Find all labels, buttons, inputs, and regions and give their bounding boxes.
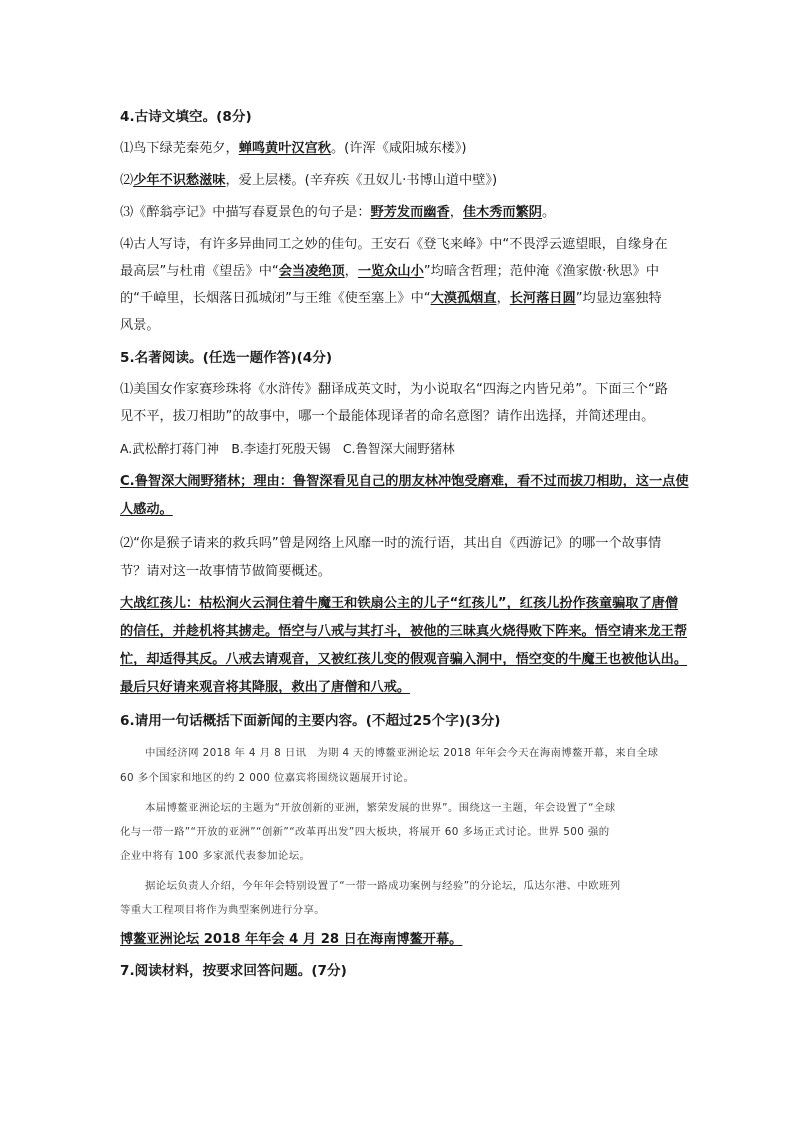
q4-4-answer-4: 长河落日圆 xyxy=(509,291,576,306)
q6-title: 6.请用一句话概括下面新闻的主要内容。(不超过25个字)(3分) xyxy=(120,713,501,729)
q5-2-answer-line-4: 最后只好请来观音将其降服，救出了唐僧和八戒。 xyxy=(120,680,411,695)
q4-4-l2-comma: ， xyxy=(344,264,358,279)
q5-1-answer-line-2: 人感动。 xyxy=(120,502,173,517)
q6-news-p2-line-1: 本届博鳌亚洲论坛的主题为“开放创新的亚洲，繁荣发展的世界”。围绕这一主题，年会设置了“全球 xyxy=(145,802,616,814)
q4-4-l3-comma: ， xyxy=(496,291,510,306)
q4-4-line-4: 风景。 xyxy=(120,318,160,333)
q6-news-p2-line-2: 化与一带一路”“开放的亚洲”“创新”“改革再出发”四大板块，将展开 60 多场正式讨论。世界 500 强的 xyxy=(120,826,610,838)
q5-1-line-1: ⑴美国女作家赛珍珠将《水浒传》翻译成英文时，为小说取名“四海之内皆兄弟”。下面三个“路 xyxy=(120,382,668,397)
q4-3-comma: ， xyxy=(449,205,463,220)
q4-item-1 xyxy=(120,140,467,158)
q4-2-answer: 少年不识愁滋味 xyxy=(133,173,226,188)
q5-2-line-2: 节？请对这一故事情节做简要概述。 xyxy=(120,564,331,579)
q5-1-options: A.武松醉打蒋门神 B.李逵打死殷天锡 C.鲁智深大闹野猪林 xyxy=(120,441,455,456)
q4-item-2 xyxy=(120,172,497,190)
q4-4-l2-text: 最高层”与杜甫《望岳》中“ xyxy=(120,264,279,279)
q5-2-answer-line-2: 的信任，并趁机将其掳走。悟空与八戒与其打斗，被他的三昧真火烧得败下阵来。悟空请来龙王帮 xyxy=(120,624,688,639)
q6-answer: 博鳌亚洲论坛 2018 年年会 4 月 28 日在海南博鳌开幕。 xyxy=(120,932,463,947)
q4-4-l3-tail: ”均显边塞独特 xyxy=(575,291,662,306)
q4-2-num: ⑵ xyxy=(120,173,134,188)
q6-news-p1-line-1: 中国经济网 2018 年 4 月 8 日讯 为期 4 天的博鳌亚洲论坛 2018 年年会今天在海南博鳌开幕，来自全球 xyxy=(145,747,659,759)
q4-1-text: ⑴鸟下绿芜秦苑夕， xyxy=(120,141,239,156)
q5-2-answer-line-3: 忙，却适得其反。八戒去请观音，又被红孩儿变的假观音骗入洞中，悟空变的牛魔王也被他认出。 xyxy=(120,652,688,667)
q4-4-answer-3: 大漠孤烟直 xyxy=(430,291,497,306)
q6-news-p3-line-2: 等重大工程项目将作为典型案例进行分享。 xyxy=(120,904,326,916)
q4-4-l2-tail: ”均暗含哲理；范仲淹《渔家傲·秋思》中 xyxy=(423,264,660,279)
q6-news-p2-line-3: 企业中将有 100 多家派代表参加论坛。 xyxy=(120,850,311,862)
q4-item-3 xyxy=(120,204,555,222)
q4-4-line-2 xyxy=(120,263,659,281)
q4-title: 4.古诗文填空。(8分) xyxy=(120,109,252,125)
q4-4-answer-2: 一览众山小 xyxy=(357,264,424,279)
q5-2-answer-line-1: 大战红孩儿：枯松涧火云洞住着牛魔王和铁扇公主的儿子“红孩儿”，红孩儿扮作孩童骗取了唐僧 xyxy=(120,596,679,611)
q4-4-answer-1: 会当凌绝顶 xyxy=(278,264,345,279)
q4-3-period: 。 xyxy=(542,205,556,220)
q4-4-line-3 xyxy=(120,290,662,308)
q4-3-answer-1: 野芳发而幽香 xyxy=(370,205,450,220)
q6-news-p3-line-1: 据论坛负责人介绍，今年年会特别设置了“一带一路成功案例与经验”的分论坛，瓜达尔港、中欧班列 xyxy=(145,880,621,892)
q5-1-line-2: 见不平，拔刀相助”的故事中，哪一个最能体现译者的命名意图？请作出选择，并简述理由。 xyxy=(120,409,655,424)
q5-1-answer-line-1: C.鲁智深大闹野猪林；理由：鲁智深看见自己的朋友林冲饱受磨难，看不过而拔刀相助，这一点使 xyxy=(120,474,689,489)
q4-2-text: ，爱上层楼。(辛弃疾《丑奴儿·书博山道中壁》) xyxy=(225,173,498,188)
q5-2-line-1: ⑵“你是猴子请来的救兵吗”曾是网络上风靡一时的流行语，其出自《西游记》的哪一个故事情 xyxy=(120,536,662,551)
q5-title: 5.名著阅读。(任选一题作答)(4分) xyxy=(120,350,333,366)
q4-1-source: 。(许浑《咸阳城东楼》) xyxy=(331,141,467,156)
q4-3-answer-2: 佳木秀而繁阴 xyxy=(462,205,542,220)
q6-news-p1-line-2: 60 多个国家和地区的约 2 000 位嘉宾将围绕议题展开讨论。 xyxy=(120,772,415,784)
q4-4-line-1: ⑷古人写诗，有许多异曲同工之妙的佳句。王安石《登飞来峰》中“不畏浮云遮望眼，自缘身在 xyxy=(120,237,668,252)
q4-4-l3-text: 的“千嶂里，长烟落日孤城闭”与王维《使至塞上》中“ xyxy=(120,291,431,306)
q4-3-text: ⑶《醉翁亭记》中描写春夏景色的句子是： xyxy=(120,205,371,220)
q4-1-answer: 蝉鸣黄叶汉宫秋 xyxy=(238,141,331,156)
q7-title: 7.阅读材料，按要求回答问题。(7分) xyxy=(120,963,347,979)
